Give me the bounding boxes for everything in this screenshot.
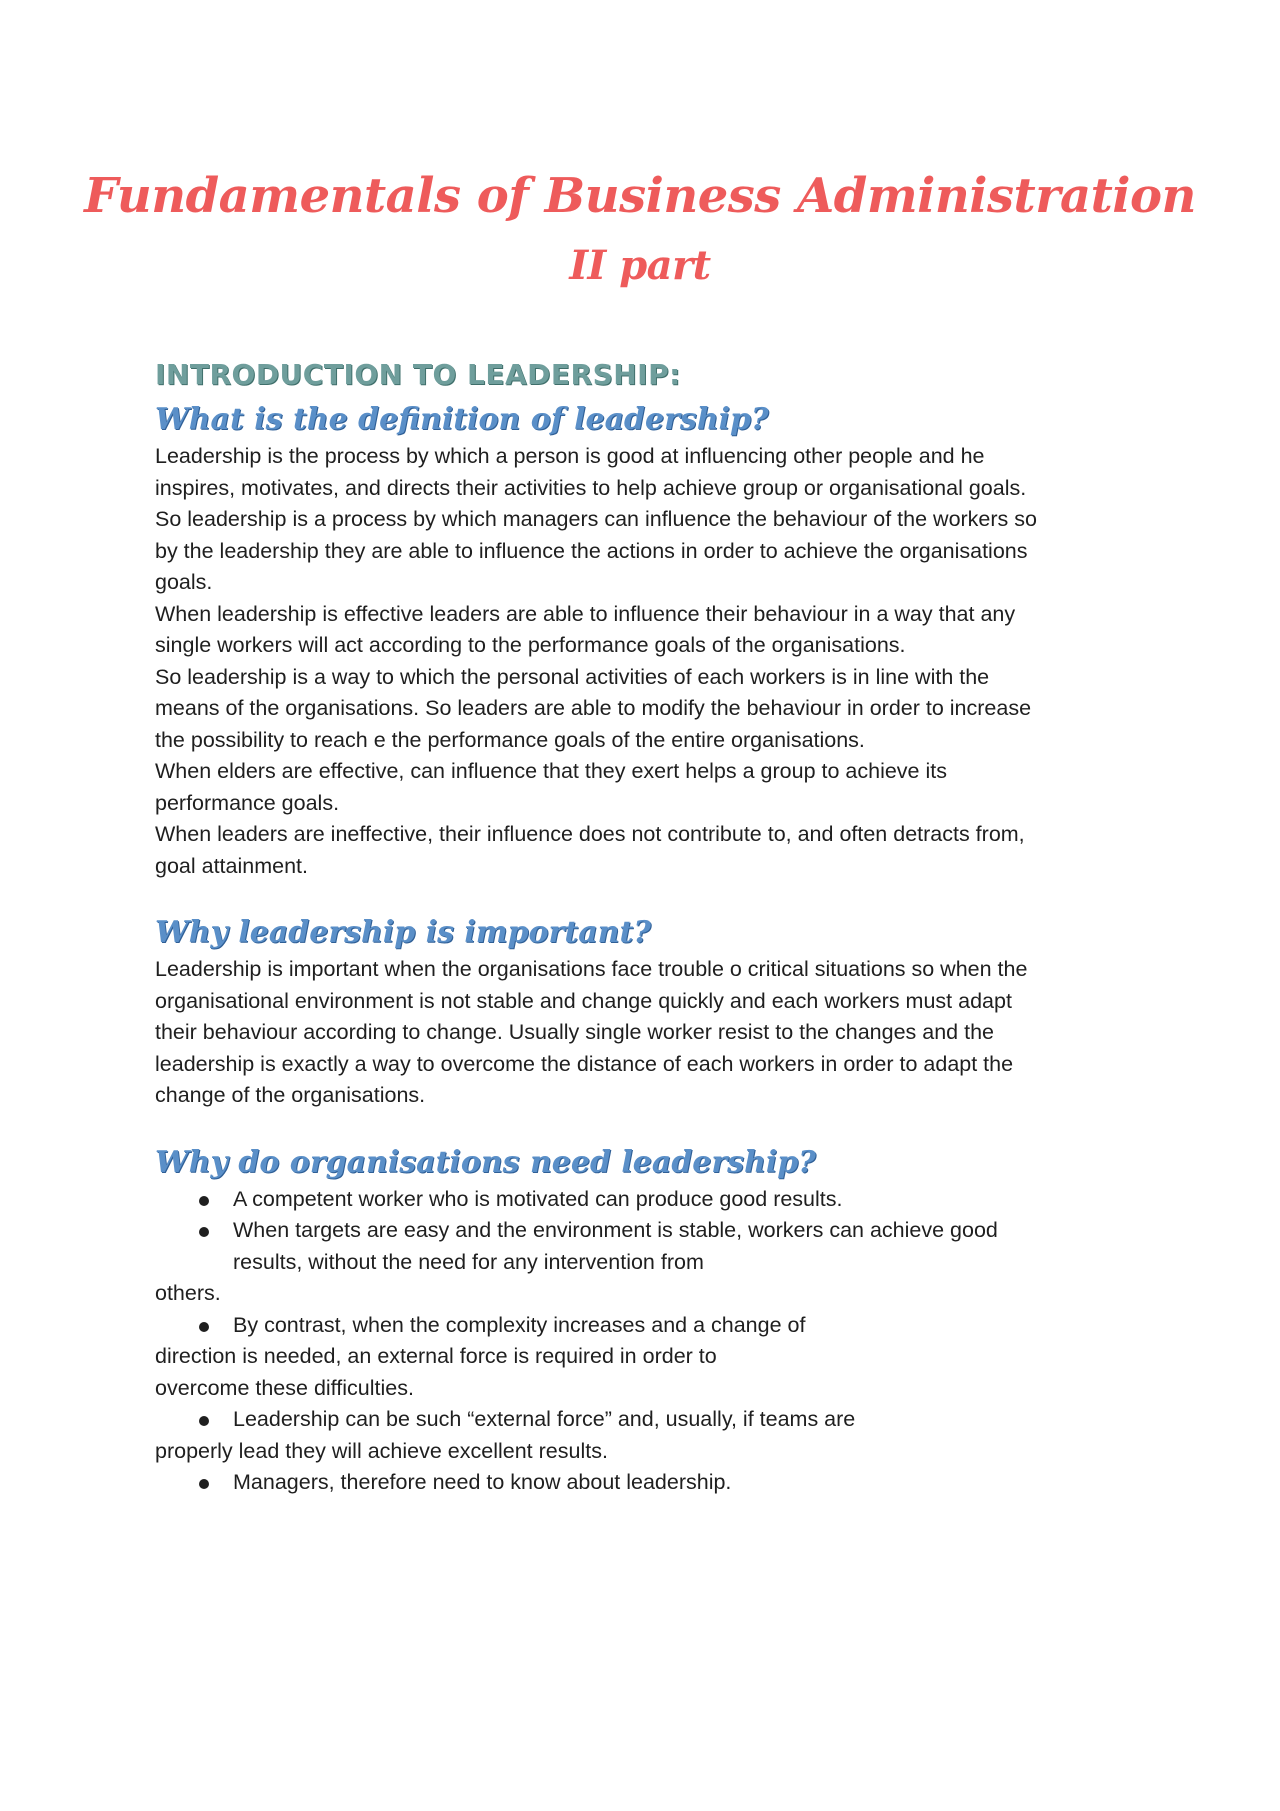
list-item-text: A competent worker who is motivated can produce good results. — [233, 1186, 843, 1211]
document-body — [155, 355, 1135, 1499]
bullet-list — [155, 1184, 1135, 1499]
paragraph-line: single workers will act according to the performance goals of the organisations. — [155, 633, 906, 657]
paragraph-line: When elders are effective, can influence that they exert helps a group to achieve its — [155, 759, 947, 783]
document-title: Fundamentals of Business Administration — [84, 168, 1196, 224]
paragraph-line: Leadership is important when the organisations face trouble o critical situations so when the — [155, 957, 1028, 981]
paragraph-line: performance goals. — [155, 790, 340, 815]
bullet-icon — [199, 1196, 209, 1206]
question-heading-need: Why do organisations need leadership? — [155, 1144, 816, 1180]
list-item-text: Managers, therefore need to know about leadership. — [233, 1470, 732, 1494]
paragraph-line: their behaviour according to change. Usually single worker resist to the changes and the — [155, 1020, 994, 1044]
list-item-continuation: results, without the need for any intervention from — [233, 1249, 704, 1274]
paragraph-line: leadership is exactly a way to overcome the distance of each workers in order to adapt the — [155, 1051, 1014, 1076]
document-subtitle: II part — [569, 242, 711, 289]
section-heading: INTRODUCTION TO LEADERSHIP: — [155, 358, 681, 391]
paragraph-line: So leadership is a process by which managers can influence the behaviour of the workers so — [155, 507, 1037, 531]
list-item-continuation: direction is needed, an external force is required in order to — [155, 1344, 717, 1368]
bullet-icon — [199, 1416, 209, 1426]
paragraph-line: the possibility to reach e the performance goals of the entire organisations. — [155, 727, 865, 752]
paragraph-line: organisational environment is not stable and change quickly and each workers must adapt — [155, 988, 1012, 1013]
list-item-continuation: properly lead they will achieve excellent results. — [155, 1438, 608, 1463]
question-heading-definition: What is the definition of leadership? — [155, 402, 769, 437]
paragraph-line: means of the organisations. So leaders are able to modify the behaviour in order to increase — [155, 696, 1032, 720]
paragraph-line: by the leadership they are able to influence the actions in order to achieve the organisations — [155, 538, 1028, 563]
paragraph-line: goal attainment. — [155, 853, 308, 878]
section-definition — [155, 399, 1135, 882]
list-item — [155, 1404, 1135, 1467]
list-item-text: Leadership can be such “external force” and, usually, if teams are — [233, 1407, 856, 1431]
paragraph-line: When leaders are ineffective, their influence does not contribute to, and often detracts from, — [155, 822, 1025, 846]
list-item-text: When targets are easy and the environment is stable, workers can achieve good — [233, 1218, 998, 1242]
paragraph-line: So leadership is a way to which the personal activities of each workers is in line with the — [155, 664, 990, 689]
list-item — [155, 1184, 1135, 1216]
bullet-icon — [199, 1322, 209, 1332]
paragraph-line: change of the organisations. — [155, 1083, 426, 1107]
section-importance — [155, 912, 1135, 1112]
list-item-continuation: overcome these difficulties. — [155, 1375, 414, 1400]
list-item-text: By contrast, when the complexity increases and a change of — [233, 1312, 806, 1337]
bullet-icon — [199, 1479, 209, 1489]
list-item — [155, 1215, 1135, 1310]
list-item — [155, 1310, 1135, 1405]
question-heading-importance: Why leadership is important? — [155, 915, 651, 950]
paragraph-line: Leadership is the process by which a person is good at influencing other people and he — [155, 444, 985, 468]
paragraph-line: When leadership is effective leaders are able to influence their behaviour in a way that any — [155, 601, 1016, 626]
bullet-icon — [199, 1227, 209, 1237]
list-item-continuation: others. — [155, 1281, 221, 1305]
paragraph-line: goals. — [155, 570, 213, 594]
paragraph-line: inspires, motivates, and directs their activities to help achieve group or organisational goals. — [155, 475, 1027, 500]
section-need — [155, 1142, 1135, 1499]
list-item — [155, 1467, 1135, 1499]
